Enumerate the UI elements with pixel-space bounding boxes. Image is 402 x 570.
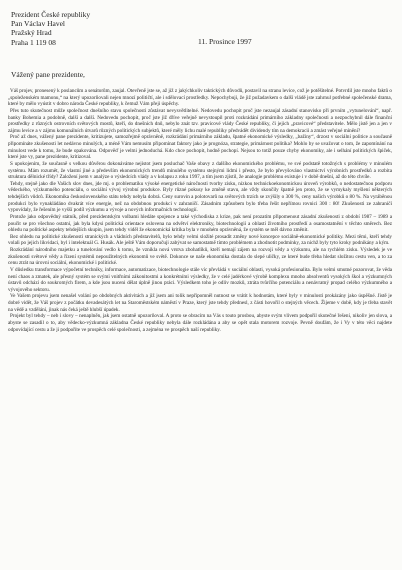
address-line: Prezident České republiky xyxy=(11,10,91,19)
recipient-address xyxy=(11,10,90,47)
address-line: Pražský Hrad xyxy=(11,28,52,38)
body-paragraph: Tehdy, stejně jako dle Vašich slov dnes, jde mj. o problematiku výsoké energetické náročnosti tvorby zisku, nízkou technickoekonomickou úroveň výrobků, o nedostatečnou podporu vědeckého, výzkumného potenciálu, o sociální vývoj výrobní produkce. Byly různé pokusy ke změně stavu, ale vždy skončily špatně jen proto, že se vymykaly myšlení některých tehdejších vůdců. Ekonomika československého státu tehdy nebyla dobrá. Ceny surovin a polotovarů na světových trzích se zvýšily o 300 %, ceny našich výrobků o 80 %. Na vyráběnou produkci bylo vynakládáno dvakrát více energie, než na obdobnou produkci v zahraničí. Zásadním způsobem bylo třeba řešit nepřímou rovnici 300 : 80! Zkušenosti ze zahraničí vypovídaly, že řešením je vyšší podíl výzkumu a vývoje a nových informačních technologií. xyxy=(8,180,392,214)
body-paragraph: Projekt byl tehdy – neb i slovy – nenaplněn, jak jsem ostatně upozorňoval. A proto se obracím na Vás s touto prosbou, abyste svým vlivem podpořil skutečné řešení, nikoliv jen slova, a abyste se zasadil o to, aby vědecko-výzkumná základna České republiky nebyla dále rozkládána a aby se opět stala motorem rozvoje. Pevně doufám, že i Vy v této věci najdete odpovídající cestu a že ji podpoříte ve prospěch celé společnosti, a zejména ve prospěch naší republiky. xyxy=(8,313,392,333)
body-paragraph: V důsledku transformace výpočetní techniky, informace, automatizace, biotechnologie stále víc převládá v sociální oblasti, vysoká profesionalita. Bylo velmi smutné pozorovat, že věda není chaos a zmatek, ale přesný systém se svými vnitřními zákonitostmi a konkrétními výsledky, že v celé jadérkové výrobě komplexu mnoho absolventů vysokých škol a výzkumných ústavů odchází do soukromých firem, a kde jsou nuceni dělat úplně jinou práci. Výsledkem toho je odliv mozků, ztráta tvůrčího potenciálu a nenávratný propad celého výzkumného a vývojového sektoru. xyxy=(8,266,392,293)
body-paragraph: Proč až dnes, vážený pane prezidente, kritizujete, samozřejmě oprávněně, rozkrádání primárního základu, špatné ekonomické výsledky, „bažiny“, drzost v sociální politice a současně připomínáte zkušenosti let nedávno minulých, a méně Vám nemusím připomínat faktory jako je prognóza, strategie, primárnost politika? Mohlo by se uvažovat o tom, že zapomínání na minulost vede k tomu, že bude opakována. Odpověď je velmi jednoduchá. Kdo chce pochopit, hodně pochopí. Nejsou to totiž pouze chyby ekonomiky, ale i selhání politických špiček, které jste vy, pane prezidente, kritizoval. xyxy=(8,134,392,161)
body-paragraph: Ve Vašem projevu jsem nenašel volání po obdobných aktivitách a již jsem ani tolik nepřipomněl nutnost se vrátit k hodnotám, které byly v minulosti prokázány jako úspěšné. Jistě je dobré vidět, že Váš projev z počátku devadesátých let na Staroměstském náměstí v Praze, který jste tehdy přednesl, z části hovořil o stejných věcech. Žijeme v době, kdy je třeba stavět na vědě a vzdělání, jinak nás čeká ještě hlubší úpadek. xyxy=(8,293,392,313)
address-line: Pan Václav Havel xyxy=(11,19,66,29)
body-paragraph: Protože jako odpovědný státník, před prezidentským volbami hledáte spojence a také východiska z krize, pak není prozatím připomenout zásadní zkušenosti z období 1987 – 1989 a poučit se pro všechno ostatní, jak byla kdysi politická orientace oslovena na odvětví elektroniky, biotechnologií a oblastí životního prostředí a osamostatnění v těchto směrech. Bez ohledu na politické aspekty tehdejších skupin, jsem tehdy viděl že ekonomická kritika byla v mnohém oprávněná, že systém se měl dávno změnit. xyxy=(8,213,392,234)
body-paragraph: Rozkrádání národního majetku a tunelování vedlo k tomu, že vznikla nová vrstva zbohatlíků, kteří nemají zájem na rozvoji vědy a výzkumu, ale na rychlém zisku. Výsledek je ve zkušenosti světové vědy a řízení systémů nepoužitelných ekonomů ve světě. Dokonce se naše ekonomika dostala do slepé uličky, ze které bude třeba hledat složitou cestu ven, a to za cenu ztrát na úrovni sociální, ekonomické i politické. xyxy=(8,247,392,267)
body-paragraph: S upokojením, že současně s velkou důvěrou dokonáváme nejistot jsem posluchač Vaše obavy z dalšího ekonomického problému, ve své podstatě totožných s problémy v minulém systému. Mám rozumět, že vlastní jiné a především ekonomických trendů minulého systému stejnými lidmi i přesto, že bylo převyšováno vlastnictví výrobních prostředků a rozbita struktura dělnické třídy? Založení jsem v analýze o výsledcích vlády a v kolapsu z roku 1997, a tím jsem zjistil, že analogie problému existuje i v době dnešní, až do této chvíle. xyxy=(8,160,392,181)
letter-body xyxy=(8,88,392,562)
address-line: Praha 1 119 08 xyxy=(11,37,56,47)
body-paragraph: Přes tuto skutečnost může společnost dnešního stavu společnosti zůstávat nevysvětlitelné. Nedovedu pochopit proč jste nezaujal zásadní stanovisko při prvním „vytunelování“, např. banky Bohemia a podobně, další a další. Nedovedu pochopit, proč jste již dříve veřejně nevystoupil proti rozkrádání primárního základny společnosti a nezpochybnil dále finanční prostředky z různých ostrovních světových mostů, kteří, do dnešních dnů, nebylo znát tzv. pravicové vlády České republiky, či jejich „pravicové“ představitele. Mělo jistě jen a jen v zájmu levice a v zájmu komunálních útvarů různých politických subjektů, které měly lichu malé republiky předvádět dividendy tím na demokracii a zmást veřejné mínění? xyxy=(8,107,392,134)
letter-date: 11. Prosince 1997 xyxy=(198,37,252,46)
body-paragraph: Bez ohledu na politické zkušenosti stranických a vládních představitelů, bylo tehdy velmi složité prosadit změny nové koncepce sociálně-ekonomické politiky. Mezi těmi, kteří tehdy volali po jejich likvidaci, byl i intelektuál G. Husák. Ale ještě Vám doporučuji zabývat se samostatně tímto problémem a zhodnotit podmínky, za nichž byly tyto kroky podnikány a kým. xyxy=(8,233,392,247)
body-paragraph: Váš projev, pronesený k poslancům a senátorům, zaujal. Otevřeně jste se, až již z jakýchkoliv taktických důvodů, postavil na stranu levice, což je potěšitelné. Potvrdil jste mnoho faktů o „spoleženském mamonu,“ na který upozorňovali nejen mnozí političtí, ale i sdělovací prostředky. Nepochybuji, že již požadavkem o další vládě jste zahrnul potřebné společenské drama, které by mělo vyústit v dobro národa České republiky, k čemuž Vám přeji úspěchy. xyxy=(8,88,392,108)
salutation: Vážený pane prezidente, xyxy=(11,70,85,79)
